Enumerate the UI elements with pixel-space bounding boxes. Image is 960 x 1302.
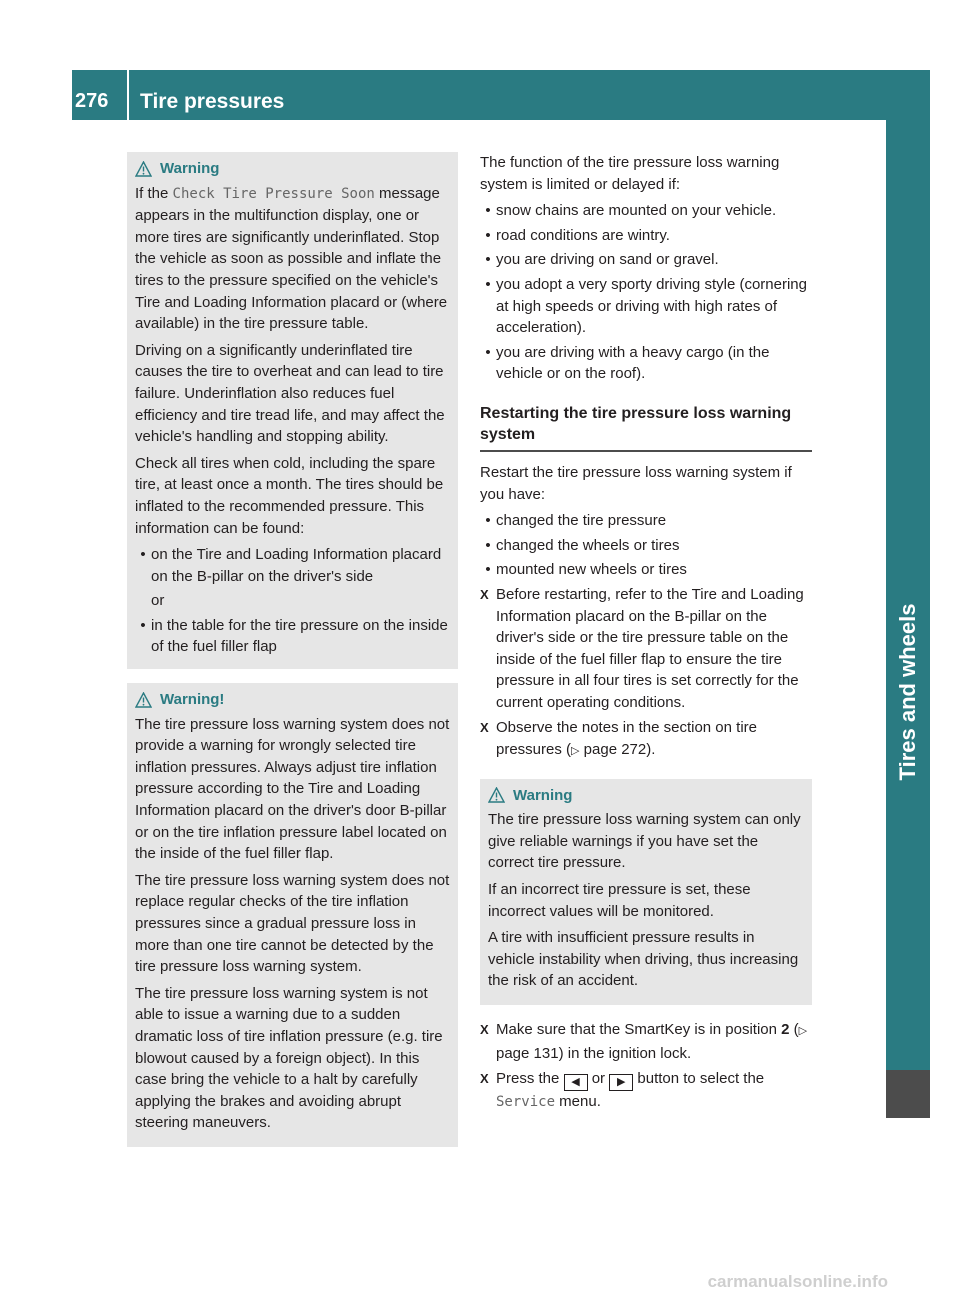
warning-box-system-limits [127,683,458,1147]
step-marker-icon: X [480,720,489,736]
bullet-icon: • [140,616,146,634]
list-item [135,544,450,587]
text: button to select the [633,1070,765,1088]
paragraph: The tire pressure loss warning system does not provide a warning for wrongly selected tire inflation pressures. Always adjust tire inflation pressure according to the Tire and Loading Information placard on the driver's door B-pillar or on the tire inflation pressure label located on the inside of the fuel filler flap. [135,715,450,863]
limits-list [480,200,812,385]
bullet-icon: • [485,251,491,269]
warning-box-reliable [480,779,812,1005]
list-item-text: snow chains are mounted on your vehicle. [496,202,777,220]
text: or [587,1070,610,1088]
bullet-icon: • [485,343,491,361]
list-item-text: you adopt a very sporty driving style (cornering at high speeds or driving with high rates of acceleration). [496,275,807,337]
text: ). [646,741,656,759]
paragraph: Check all tires when cold, including the spare tire, at least once a month. The tires should be inflated to the recommended pressure. This information can be found: [135,454,444,537]
instruction-step [480,717,812,762]
text: message appears in the multifunction display, one or more tires are significantly underinflated. Stop the vehicle as soon as possible and inflate the tires to the pressure specified on the vehicle's Tire and Loading Information placard or (where available) in the tire pressure table. [135,184,448,333]
list-item [135,615,450,658]
text: If the [135,184,173,202]
header-divider [127,70,129,120]
side-tab [886,70,930,1118]
display-menu-name: Service [496,1094,556,1111]
bullet-icon: • [485,226,491,244]
list-item [480,225,812,247]
page-reference-link[interactable]: page 272 [583,741,647,759]
watermark: carmanualsonline.info [707,1272,888,1291]
paragraph [135,183,450,335]
or-text: or [151,592,165,610]
text: Make sure that the SmartKey is in position [496,1021,782,1038]
warning-heading-text: Warning [160,160,220,177]
step-marker-icon: X [480,586,489,602]
section-heading: Restarting the tire pressure loss warning system [480,403,812,452]
text: menu. [555,1093,601,1111]
left-arrow-button-icon: ◀ [564,1074,588,1091]
text: Press the [496,1070,564,1088]
instruction-step [480,1068,812,1114]
bullet-icon: • [485,275,491,293]
warning-heading [135,689,450,711]
warning-heading-text: Warning! [160,691,225,709]
warning-triangle-icon [488,787,505,803]
page-ref-arrow-icon: ▷ [571,745,580,758]
warning-triangle-icon [135,161,152,177]
step-marker-icon: X [480,1071,489,1087]
paragraph: Driving on a significantly underinflated tire causes the tire to overheat and can lead to tire failure. Underinflation also reduces fuel efficiency and tire tread life, and may affect the vehicle's handling and stopping ability. [135,341,445,446]
list-item-text: mounted new wheels or tires [496,561,687,579]
bullet-icon: • [485,512,491,530]
list-item [480,274,812,339]
key-position: 2 [781,1021,790,1038]
list-item-text: changed the wheels or tires [496,536,680,554]
step-text: Before restarting, refer to the Tire and Loading Information placard on the B-pillar on the driver's side or the tire pressure table on the inside of the fuel filler flap to ensure the tire pressure in all four tires is set correctly for the current operating conditions. [496,585,804,711]
step-text [496,717,812,762]
warning-heading-text: Warning [513,786,573,804]
list-item [480,200,812,222]
list-item [480,510,812,532]
bullet-icon: • [485,536,491,554]
paragraph: A tire with insufficient pressure results in vehicle instability when driving, thus increasing the risk of an accident. [488,929,799,990]
list-item-text: you are driving with a heavy cargo (in the vehicle or on the roof). [496,343,770,383]
list-item [480,342,812,385]
list-item-text: you are driving on sand or gravel. [496,251,719,269]
right-column [480,152,812,1118]
page-ref-arrow-icon: ▷ [798,1025,808,1037]
step-text [496,1019,812,1064]
bullet-icon: • [485,202,491,220]
warning-heading [135,158,450,180]
list-item-text: changed the tire pressure [496,512,667,530]
warning-triangle-icon [135,692,152,708]
warning-heading [488,785,804,807]
paragraph: Restart the tire pressure loss warning system if you have: [480,463,792,503]
page-title: Tire pressures [140,90,285,113]
left-column [127,152,458,1147]
list-item [480,559,812,581]
thumb-tab-marker [886,1070,930,1118]
list-item [480,535,812,557]
right-arrow-button-icon: ▶ [609,1074,633,1091]
step-marker-icon: X [480,1022,489,1037]
display-message: Check Tire Pressure Soon [172,185,375,202]
paragraph: The tire pressure loss warning system can only give reliable warnings if you have set the correct tire pressure. [488,811,801,872]
instruction-step [480,1019,812,1064]
list-item-text: in the table for the tire pressure on the inside of the fuel filler flap [151,616,448,656]
text: ( [789,1021,799,1038]
text: Observe the notes in the section on tire pressures ( [496,719,757,759]
list-item-text: on the Tire and Loading Information placard on the B-pillar on the driver's side [151,546,442,585]
warning-box-check-tire [127,152,458,669]
list-item-text: road conditions are wintry. [496,226,670,244]
instruction-step [480,584,812,714]
paragraph: The tire pressure loss warning system is not able to issue a warning due to a sudden dramatic loss of tire inflation pressure (e.g. tire blowout caused by a foreign object). In this case bring the vehicle to a halt by carefully applying the brakes and avoiding abrupt steering maneuvers. [135,984,443,1132]
paragraph: The function of the tire pressure loss warning system is limited or delayed if: [480,154,780,193]
paragraph: If an incorrect tire pressure is set, these incorrect values will be monitored. [488,881,751,920]
page-reference-link[interactable]: page 131 [496,1044,559,1062]
bullet-icon: • [140,546,146,564]
bullet-icon: • [485,561,491,579]
paragraph: The tire pressure loss warning system does not replace regular checks of the tire inflation pressures since a gradual pressure loss in more than one tire cannot be detected by the tire pressure loss warning system. [135,871,450,976]
page-number: 276 [75,90,109,112]
step-text [496,1068,812,1114]
list-item [480,249,812,271]
side-tab-label: Tires and wheels [895,603,920,781]
text: ) in the ignition lock. [558,1044,692,1062]
